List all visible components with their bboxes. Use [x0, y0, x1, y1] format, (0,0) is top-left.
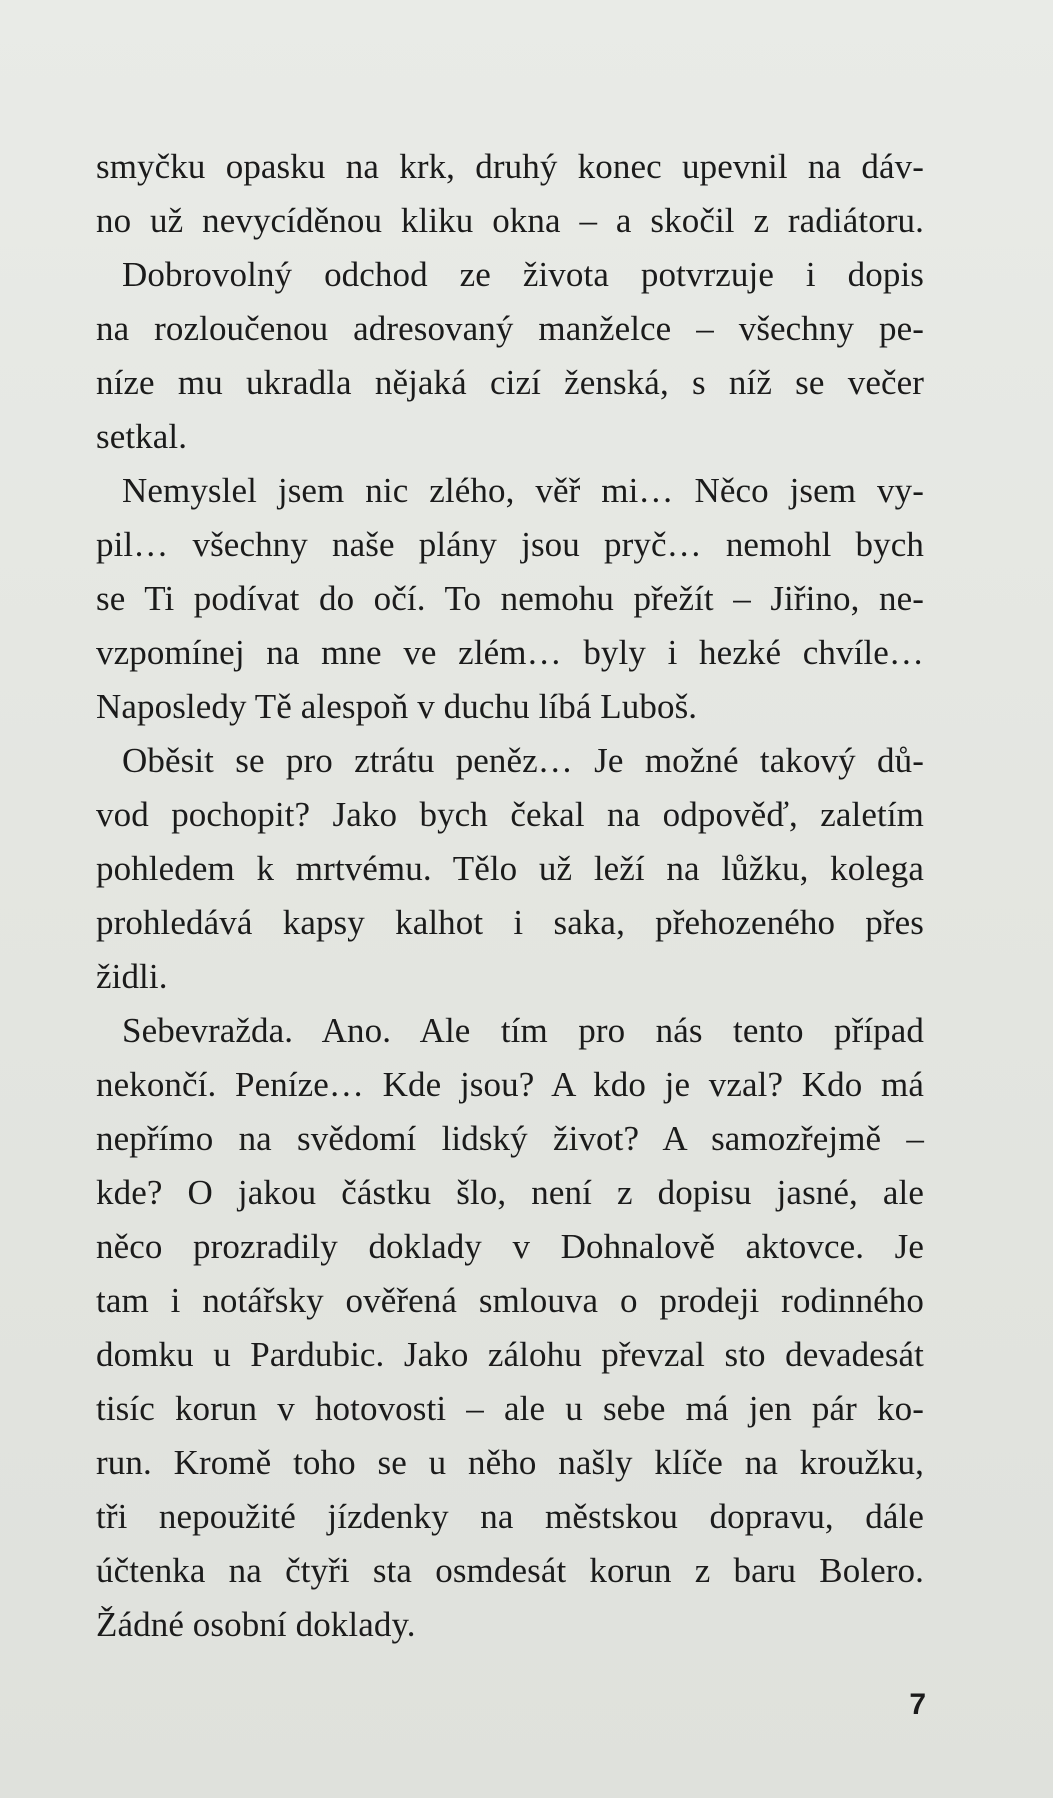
text-line: Dobrovolný odchod ze života potvrzuje i dopis	[122, 255, 924, 294]
text-line: se Ti podívat do očí. To nemohu přežít – Jiřino, ne-	[96, 579, 924, 618]
text-line: run. Kromě toho se u něho našly klíče na kroužku,	[96, 1443, 924, 1482]
text-line: setkal.	[96, 417, 188, 456]
text-line: tam i notářsky ověřená smlouva o prodeji rodinného	[96, 1281, 924, 1320]
text-line: Sebevražda. Ano. Ale tím pro nás tento případ	[122, 1011, 924, 1050]
text-line: Naposledy Tě alespoň v duchu líbá Luboš.	[96, 687, 698, 726]
body-text	[96, 140, 924, 1652]
text-line: smyčku opasku na krk, druhý konec upevnil na dáv-	[96, 147, 924, 186]
text-line: Nemyslel jsem nic zlého, věř mi… Něco jsem vy-	[122, 471, 924, 510]
text-line: prohledává kapsy kalhot i saka, přehozeného přes	[96, 903, 924, 942]
text-line: na rozloučenou adresovaný manželce – všechny pe-	[96, 309, 924, 348]
text-line: vzpomínej na mne ve zlém… byly i hezké chvíle…	[96, 633, 924, 672]
text-line: níze mu ukradla nějaká cizí ženská, s níž se večer	[96, 363, 924, 402]
text-line: Oběsit se pro ztrátu peněz… Je možné takový dů-	[122, 741, 924, 780]
text-line: nepřímo na svědomí lidský život? A samozřejmě –	[96, 1119, 924, 1158]
text-line: něco prozradily doklady v Dohnalově aktovce. Je	[96, 1227, 924, 1266]
text-line: pil… všechny naše plány jsou pryč… nemohl bych	[96, 525, 924, 564]
page-number: 7	[909, 1688, 926, 1721]
text-line: domku u Pardubic. Jako zálohu převzal sto devadesát	[96, 1335, 924, 1374]
text-line: tři nepoužité jízdenky na městskou dopravu, dále	[96, 1497, 924, 1536]
text-line: nekončí. Peníze… Kde jsou? A kdo je vzal? Kdo má	[96, 1065, 924, 1104]
text-line: Žádné osobní doklady.	[96, 1605, 416, 1644]
text-line: kde? O jakou částku šlo, není z dopisu jasné, ale	[96, 1173, 924, 1212]
text-line: pohledem k mrtvému. Tělo už leží na lůžku, kolega	[96, 849, 924, 888]
text-line: účtenka na čtyři sta osmdesát korun z baru Bolero.	[96, 1551, 924, 1590]
text-line: no už nevycíděnou kliku okna – a skočil z radiátoru.	[96, 201, 924, 240]
text-line: vod pochopit? Jako bych čekal na odpověď, zaletím	[96, 795, 924, 834]
text-line: židli.	[96, 957, 168, 996]
text-line: tisíc korun v hotovosti – ale u sebe má jen pár ko-	[96, 1389, 924, 1428]
